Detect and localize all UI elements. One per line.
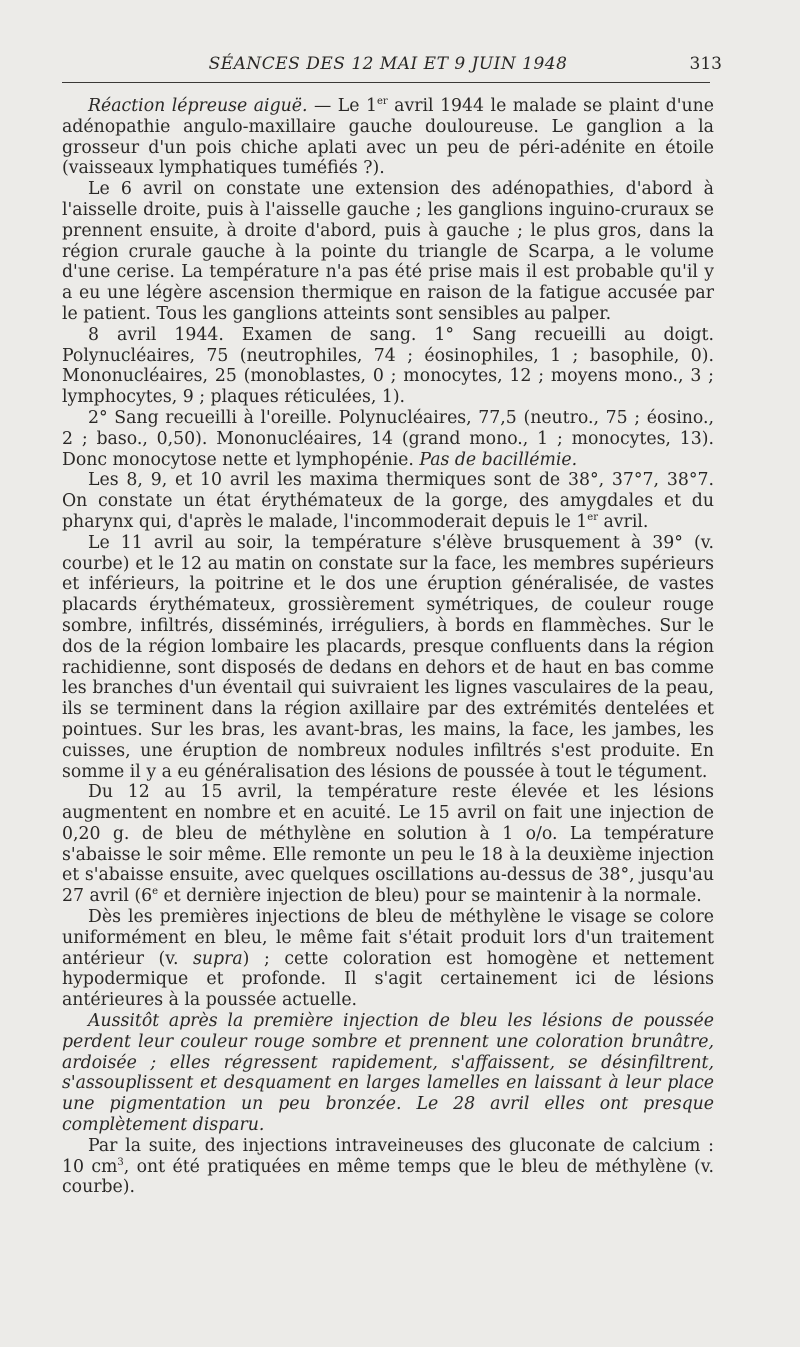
paragraph-5-text-a: Les 8, 9, et 10 avril les maxima thermiques sont de 38°, 37°7, 38°7. On constate un état érythémateux de la gorge, des amygdales et du pharynx qui, d'après le malade, l'incommoderait depuis le 1 (62, 470, 714, 532)
page-header (62, 50, 722, 80)
paragraph-7-sup: e (152, 886, 159, 898)
paragraph-1-text-a: — Le 1 (307, 96, 377, 116)
paragraph-5-text-b: avril. (598, 511, 649, 532)
paragraph-8-italic: supra (193, 948, 243, 969)
paragraph-1 (62, 96, 714, 179)
running-head: SÉANCES DES 12 MAI ET 9 JUIN 1948 (208, 54, 568, 74)
paragraph-4 (62, 408, 714, 470)
paragraph-10-sup: 3 (117, 1156, 124, 1168)
header-rule (62, 82, 710, 83)
paragraph-9: Aussitôt après la première injection de bleu les lésions de poussée perdent leur couleur rouge sombre et prennent une coloration brunâtre, ardoisée ; elles régressent rapidement, s'affaissent, se désinfiltrent, s'assouplissent et desquament en larges lamelles en laissant à leur place une pigmentation un peu bronzée. Le 28 avril elles ont presque complètement disparu. (62, 1011, 714, 1136)
paragraph-5 (62, 470, 714, 532)
paragraph-7-text-b: et dernière injection de bleu) pour se maintenir à la normale. (158, 886, 702, 907)
paragraph-6: Le 11 avril au soir, la température s'élève brusquement à 39° (v. courbe) et le 12 au matin on constate sur la face, les membres supérieurs et inférieurs, la poitrine et le dos une éruption généralisée, de vastes placards érythémateux, grossièrement symétriques, de couleur rouge sombre, infiltrés, disséminés, irréguliers, à bords en flammèches. Sur le dos de la région lombaire les placards, presque confluents dans la région rachidienne, sont disposés de dedans en dehors et de haut en bas comme les branches d'un éventail qui suivraient les lignes vasculaires de la peau, ils se terminent dans la région axillaire par des extrémités dentelées et pointues. Sur les bras, les avant-bras, les mains, la face, les jambes, les cuisses, une éruption de nombreux nodules infiltrés s'est produite. En somme il y a eu généralisation des lésions de poussée à tout le tégument. (62, 532, 714, 782)
paragraph-7-text-a: Du 12 au 15 avril, la température reste élevée et les lésions augmentent en nombre et en acuité. Le 15 avril on fait une injection de 0,20 g. de bleu de méthylène en solution à 1 o/o. La température s'abaisse le soir même. Elle remonte un peu le 18 à la deuxième injection et s'abaisse ensuite, avec quelques oscillations au-dessus de 38°, jusqu'au 27 avril (6 (62, 782, 714, 907)
page-number: 313 (689, 54, 722, 74)
paragraph-8 (62, 907, 714, 1011)
paragraph-8-text-b: ) ; cette coloration est homogène et nettement hypodermique et profonde. Il s'agit certainement ici de lésions antérieures à la poussée actuelle. (62, 948, 714, 1011)
paragraph-10-text-b: , ont été pratiquées en même temps que le bleu de méthylène (v. courbe). (62, 1156, 714, 1198)
body-text (62, 96, 714, 1198)
paragraph-2: Le 6 avril on constate une extension des adénopathies, d'abord à l'aisselle droite, puis à l'aisselle gauche ; les ganglions inguino-cruraux se prennent ensuite, à droite d'abord, puis à gauche ; le plus gros, dans la région crurale gauche à la pointe du triangle de Scarpa, a le volume d'une cerise. La température n'a pas été prise mais il est probable qu'il y a eu une légère ascension thermique en raison de la fatigue accusée par le patient. Tous les ganglions atteints sont sensibles au palper. (62, 179, 714, 324)
paragraph-3: 8 avril 1944. Examen de sang. 1° Sang recueilli au doigt. Polynucléaires, 75 (neutrophiles, 74 ; éosinophiles, 1 ; basophile, 0). Mononucléaires, 25 (monoblastes, 0 ; monocytes, 12 ; moyens mono., 3 ; lymphocytes, 9 ; plaques réticulées, 1). (62, 324, 714, 408)
paragraph-1-text-b: avril 1944 le malade se plaint d'une adénopathie angulo-maxillaire gauche douloureuse. Le ganglion a la grosseur d'un pois chiche aplati avec un peu de péri-adénite en étoile (vaisseaux lymphatiques tuméfiés ?). (62, 96, 714, 179)
paragraph-4-italic: Pas de bacillémie. (419, 449, 578, 470)
paragraph-10-text-a: Par la suite, des injections intraveineuses des gluconate de calcium : 10 cm (62, 1135, 714, 1177)
paragraph-7 (62, 782, 714, 907)
section-heading: Réaction lépreuse aiguë. (88, 96, 308, 116)
paragraph-4-text: 2° Sang recueilli à l'oreille. Polynucléaires, 77,5 (neutro., 75 ; éosino., 2 ; baso., 0,50). Mononucléaires, 14 (grand mono., 1 ; monocytes, 13). Donc monocytose nette et lymphopénie. (62, 407, 714, 470)
paragraph-1-sup: er (376, 96, 388, 108)
paragraph-5-sup: er (587, 512, 598, 524)
paragraph-10 (62, 1136, 714, 1198)
paragraph-8-text-a: Dès les premières injections de bleu de méthylène le visage se colore uniformément en bleu, le même fait s'était produit lors d'un traitement antérieur (v. (62, 907, 714, 969)
